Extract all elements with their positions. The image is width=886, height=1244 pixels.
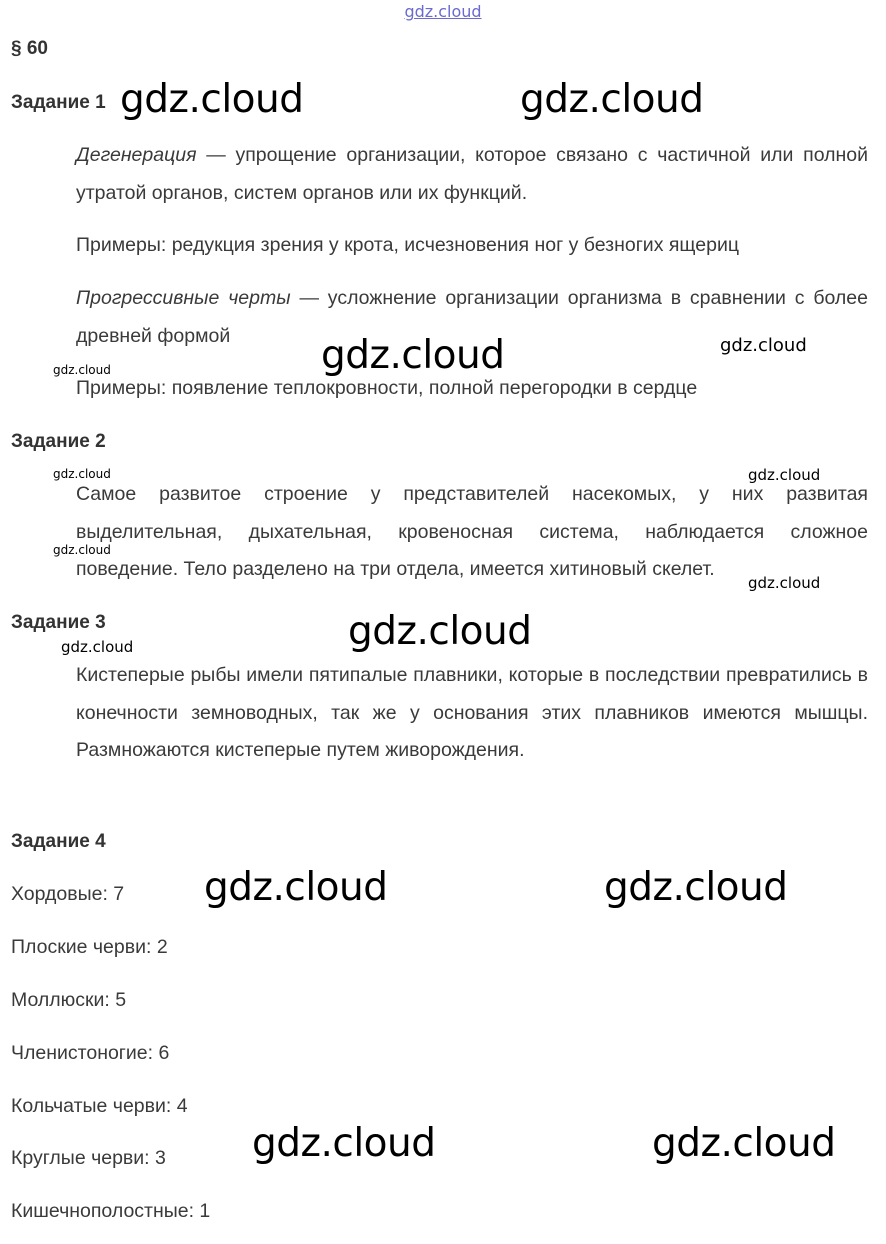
list-item: Хордовые: 7	[11, 883, 125, 905]
list-item: Членистоногие: 6	[11, 1042, 170, 1064]
list-item: Моллюски: 5	[11, 989, 127, 1011]
answer-text: Кистеперые рыбы имели пятипалые плавники, которые в последствии превратились в конечности земноводных, так же у основания этих плавников имеются мышцы. Размножаются кистеперые путем живорождения.	[76, 664, 868, 761]
definition-text: — усложнение организации организма в сравнении с более древней формой	[76, 287, 868, 347]
task-2-paragraph-1	[76, 476, 868, 592]
watermark: gdz.cloud	[204, 865, 388, 910]
watermark: gdz.cloud	[652, 1121, 836, 1166]
watermark: gdz.cloud	[748, 466, 821, 484]
watermark: gdz.cloud	[348, 609, 532, 654]
watermark: gdz.cloud	[520, 77, 704, 122]
watermark: gdz.cloud	[720, 335, 807, 356]
watermark: gdz.cloud	[61, 638, 134, 656]
task-1-title: Задание 1	[11, 92, 106, 113]
list-item: Кольчатые черви: 4	[11, 1095, 188, 1117]
task-4-title: Задание 4	[11, 831, 106, 852]
watermark: gdz.cloud	[252, 1121, 436, 1166]
watermark: gdz.cloud	[120, 77, 304, 122]
watermark: gdz.cloud	[53, 363, 111, 377]
task-3-paragraph-1	[76, 657, 868, 770]
term-degeneration: Дегенерация	[76, 144, 197, 166]
watermark: gdz.cloud	[604, 865, 788, 910]
task-3-title: Задание 3	[11, 612, 106, 633]
watermark: gdz.cloud	[53, 467, 111, 481]
task-1-paragraph-2	[76, 227, 868, 265]
watermark: gdz.cloud	[53, 543, 111, 557]
section-title: § 60	[11, 38, 48, 59]
definition-text: — упрощение организации, которое связано с частичной или полной утратой органов, систем органов или их функций.	[76, 144, 868, 204]
site-link[interactable]: gdz.cloud	[404, 2, 482, 21]
watermark: gdz.cloud	[321, 333, 505, 378]
term-progressive: Прогрессивные черты	[76, 287, 291, 309]
task-2-title: Задание 2	[11, 431, 106, 452]
list-item: Плоские черви: 2	[11, 936, 168, 958]
answer-text: Самое развитое строение у представителей насекомых, у них развитая выделительная, дыхательная, кровеносная система, наблюдается сложное поведение. Тело разделено на три отдела, имеется хитиновый скелет.	[76, 483, 868, 580]
list-item: Кишечнополостные: 1	[11, 1200, 211, 1222]
examples-text: Примеры: редукция зрения у крота, исчезновения ног у безногих ящериц	[76, 234, 739, 256]
watermark: gdz.cloud	[748, 574, 821, 592]
list-item: Круглые черви: 3	[11, 1147, 166, 1169]
examples-text: Примеры: появление теплокровности, полной перегородки в сердце	[76, 377, 698, 399]
task-1-paragraph-1	[76, 137, 868, 212]
